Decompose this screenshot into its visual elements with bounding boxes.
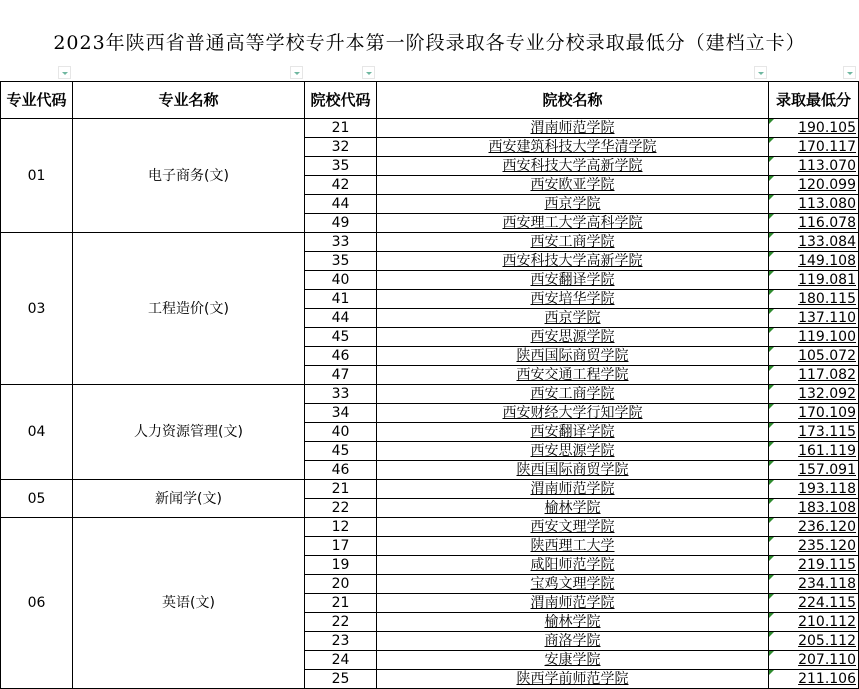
school-name-text: 咸阳师范学院 (530, 557, 615, 573)
min-score-text: 235.120 (798, 538, 856, 554)
school-code-cell[interactable]: 21 (305, 594, 377, 613)
school-name-text: 西安科技大学高新学院 (502, 253, 643, 269)
school-name-text: 榆林学院 (544, 614, 601, 630)
school-code-cell[interactable]: 46 (305, 347, 377, 366)
min-score-text: 173.115 (798, 424, 856, 440)
min-score-cell[interactable] (769, 157, 859, 176)
school-name-text: 陕西理工大学 (530, 538, 615, 554)
min-score-cell[interactable] (769, 138, 859, 157)
min-score-text: 210.112 (798, 614, 856, 630)
min-score-text: 180.115 (798, 291, 856, 307)
min-score-text: 170.117 (798, 139, 856, 155)
school-code-cell[interactable]: 21 (305, 480, 377, 499)
major-name-cell[interactable]: 新闻学(文) (73, 480, 305, 518)
major-code-cell[interactable]: 01 (1, 119, 73, 233)
min-score-cell[interactable] (769, 119, 859, 138)
school-code-cell[interactable]: 12 (305, 518, 377, 537)
min-score-text: 157.091 (798, 462, 856, 478)
min-score-text: 117.082 (798, 367, 856, 383)
filter-dropdown-school-code[interactable] (362, 66, 375, 79)
min-score-cell[interactable] (769, 195, 859, 214)
school-code-cell[interactable]: 35 (305, 157, 377, 176)
min-score-text: 116.078 (798, 215, 856, 231)
min-score-text: 219.115 (798, 557, 856, 573)
school-name-text: 安康学院 (544, 652, 601, 668)
school-code-cell[interactable]: 44 (305, 309, 377, 328)
min-score-text: 234.118 (798, 576, 856, 592)
min-score-cell[interactable] (769, 423, 859, 442)
filter-row (0, 66, 859, 80)
school-name-text: 西安工商学院 (530, 234, 615, 250)
school-name-cell[interactable] (377, 404, 769, 423)
min-score-cell[interactable] (769, 271, 859, 290)
school-code-cell[interactable]: 45 (305, 328, 377, 347)
min-score-text: 137.110 (798, 310, 856, 326)
sheet-title: 2023年陕西省普通高等学校专升本第一阶段录取各专业分校录取最低分（建档立卡） (53, 32, 806, 54)
school-name-text: 渭南师范学院 (530, 595, 615, 611)
major-code-cell[interactable]: 06 (1, 518, 73, 689)
school-name-cell[interactable] (377, 138, 769, 157)
filter-dropdown-major-name[interactable] (290, 66, 303, 79)
min-score-cell[interactable] (769, 499, 859, 518)
header-school-code[interactable]: 院校代码 (305, 82, 377, 119)
min-score-cell[interactable] (769, 518, 859, 537)
school-code-cell[interactable]: 23 (305, 632, 377, 651)
school-name-text: 西安思源学院 (530, 329, 615, 345)
min-score-cell[interactable] (769, 651, 859, 670)
min-score-text: 119.100 (798, 329, 856, 345)
school-name-text: 西京学院 (544, 196, 601, 212)
min-score-cell[interactable] (769, 404, 859, 423)
min-score-text: 161.119 (798, 443, 856, 459)
school-name-cell[interactable] (377, 195, 769, 214)
school-name-cell[interactable] (377, 556, 769, 575)
school-name-cell[interactable] (377, 176, 769, 195)
school-code-cell[interactable]: 35 (305, 252, 377, 271)
min-score-cell[interactable] (769, 613, 859, 632)
school-code-cell[interactable]: 47 (305, 366, 377, 385)
min-score-text: 113.070 (798, 158, 856, 174)
school-name-cell[interactable] (377, 366, 769, 385)
school-name-text: 西安财经大学行知学院 (502, 405, 643, 421)
min-score-text: 183.108 (798, 500, 856, 516)
school-code-cell[interactable]: 42 (305, 176, 377, 195)
school-name-text: 榆林学院 (544, 500, 601, 516)
min-score-text: 105.072 (798, 348, 856, 364)
min-score-text: 193.118 (798, 481, 856, 497)
header-row (1, 82, 859, 119)
min-score-text: 133.084 (798, 234, 856, 250)
min-score-cell[interactable] (769, 594, 859, 613)
major-name-cell[interactable]: 电子商务(文) (73, 119, 305, 233)
school-name-text: 陕西学前师范学院 (516, 671, 629, 687)
table-row (1, 233, 859, 252)
school-code-cell[interactable]: 20 (305, 575, 377, 594)
school-name-cell[interactable] (377, 252, 769, 271)
min-score-cell[interactable] (769, 575, 859, 594)
filter-dropdown-major-code[interactable] (58, 66, 71, 79)
table-row (1, 119, 859, 138)
major-name-cell[interactable]: 人力资源管理(文) (73, 385, 305, 480)
school-name-cell[interactable] (377, 233, 769, 252)
school-name-text: 西京学院 (544, 310, 601, 326)
school-name-text: 西安工商学院 (530, 386, 615, 402)
school-code-cell[interactable]: 40 (305, 271, 377, 290)
school-name-text: 西安科技大学高新学院 (502, 158, 643, 174)
school-name-cell[interactable] (377, 328, 769, 347)
major-name-cell[interactable]: 工程造价(文) (73, 233, 305, 385)
header-min-score[interactable]: 录取最低分 (769, 82, 859, 119)
header-school-name[interactable]: 院校名称 (377, 82, 769, 119)
school-name-text: 西安翻译学院 (530, 272, 615, 288)
filter-dropdown-min-score[interactable] (843, 66, 856, 79)
school-name-text: 宝鸡文理学院 (530, 576, 615, 592)
school-name-text: 西安培华学院 (530, 291, 615, 307)
filter-dropdown-school-name[interactable] (754, 66, 767, 79)
table-row (1, 518, 859, 537)
school-name-cell[interactable] (377, 670, 769, 689)
min-score-cell[interactable] (769, 461, 859, 480)
header-major-code[interactable]: 专业代码 (1, 82, 73, 119)
min-score-text: 205.112 (798, 633, 856, 649)
school-name-cell[interactable] (377, 537, 769, 556)
major-code-cell[interactable]: 03 (1, 233, 73, 385)
major-code-cell[interactable]: 04 (1, 385, 73, 480)
min-score-text: 207.110 (798, 652, 856, 668)
school-name-text: 商洛学院 (544, 633, 601, 649)
min-score-cell[interactable] (769, 252, 859, 271)
header-major-name[interactable]: 专业名称 (73, 82, 305, 119)
min-score-cell[interactable] (769, 670, 859, 689)
min-score-cell[interactable] (769, 385, 859, 404)
min-score-cell[interactable] (769, 556, 859, 575)
scores-table (0, 81, 859, 689)
school-code-cell[interactable]: 25 (305, 670, 377, 689)
school-name-cell[interactable] (377, 651, 769, 670)
school-code-cell[interactable]: 21 (305, 119, 377, 138)
school-code-cell[interactable]: 44 (305, 195, 377, 214)
min-score-cell[interactable] (769, 632, 859, 651)
school-name-cell[interactable] (377, 423, 769, 442)
min-score-cell[interactable] (769, 176, 859, 195)
school-name-cell[interactable] (377, 309, 769, 328)
school-code-cell[interactable]: 41 (305, 290, 377, 309)
school-name-text: 渭南师范学院 (530, 481, 615, 497)
min-score-text: 190.105 (798, 120, 856, 136)
school-name-cell[interactable] (377, 290, 769, 309)
min-score-cell[interactable] (769, 442, 859, 461)
school-name-cell[interactable] (377, 480, 769, 499)
school-name-cell[interactable] (377, 594, 769, 613)
min-score-cell[interactable] (769, 214, 859, 233)
min-score-text: 132.092 (798, 386, 856, 402)
school-code-cell[interactable]: 40 (305, 423, 377, 442)
school-code-cell[interactable]: 32 (305, 138, 377, 157)
min-score-cell[interactable] (769, 537, 859, 556)
min-score-cell[interactable] (769, 366, 859, 385)
school-name-cell[interactable] (377, 157, 769, 176)
school-name-text: 陕西国际商贸学院 (516, 462, 629, 478)
school-name-cell[interactable] (377, 385, 769, 404)
min-score-text: 224.115 (798, 595, 856, 611)
school-name-text: 西安欧亚学院 (530, 177, 615, 193)
major-name-cell[interactable]: 英语(文) (73, 518, 305, 689)
min-score-cell[interactable] (769, 480, 859, 499)
school-code-cell[interactable]: 22 (305, 613, 377, 632)
min-score-cell[interactable] (769, 347, 859, 366)
min-score-cell[interactable] (769, 290, 859, 309)
major-code-cell[interactable]: 05 (1, 480, 73, 518)
school-name-cell[interactable] (377, 499, 769, 518)
table-row (1, 480, 859, 499)
school-name-cell[interactable] (377, 461, 769, 480)
table-body (1, 119, 859, 689)
school-name-text: 西安翻译学院 (530, 424, 615, 440)
school-name-text: 西安理工大学高科学院 (502, 215, 643, 231)
school-code-cell[interactable]: 19 (305, 556, 377, 575)
school-name-cell[interactable] (377, 442, 769, 461)
min-score-cell[interactable] (769, 233, 859, 252)
school-code-cell[interactable]: 24 (305, 651, 377, 670)
school-code-cell[interactable]: 33 (305, 385, 377, 404)
school-name-cell[interactable] (377, 271, 769, 290)
school-name-text: 陕西国际商贸学院 (516, 348, 629, 364)
school-name-cell[interactable] (377, 632, 769, 651)
school-code-cell[interactable]: 46 (305, 461, 377, 480)
min-score-text: 236.120 (798, 519, 856, 535)
school-name-cell[interactable] (377, 119, 769, 138)
school-code-cell[interactable]: 17 (305, 537, 377, 556)
school-code-cell[interactable]: 45 (305, 442, 377, 461)
school-code-cell[interactable]: 22 (305, 499, 377, 518)
table-row (1, 385, 859, 404)
school-code-cell[interactable]: 33 (305, 233, 377, 252)
school-name-text: 西安交通工程学院 (516, 367, 629, 383)
min-score-text: 211.106 (798, 671, 856, 687)
school-name-text: 西安文理学院 (530, 519, 615, 535)
school-name-cell[interactable] (377, 347, 769, 366)
school-code-cell[interactable]: 49 (305, 214, 377, 233)
school-name-text: 渭南师范学院 (530, 120, 615, 136)
school-code-cell[interactable]: 34 (305, 404, 377, 423)
min-score-cell[interactable] (769, 309, 859, 328)
min-score-text: 149.108 (798, 253, 856, 269)
min-score-text: 113.080 (798, 196, 856, 212)
school-name-cell[interactable] (377, 214, 769, 233)
min-score-cell[interactable] (769, 328, 859, 347)
min-score-text: 170.109 (798, 405, 856, 421)
school-name-text: 西安建筑科技大学华清学院 (488, 139, 657, 155)
school-name-text: 西安思源学院 (530, 443, 615, 459)
school-name-cell[interactable] (377, 575, 769, 594)
min-score-text: 120.099 (798, 177, 856, 193)
min-score-text: 119.081 (798, 272, 856, 288)
school-name-cell[interactable] (377, 613, 769, 632)
school-name-cell[interactable] (377, 518, 769, 537)
